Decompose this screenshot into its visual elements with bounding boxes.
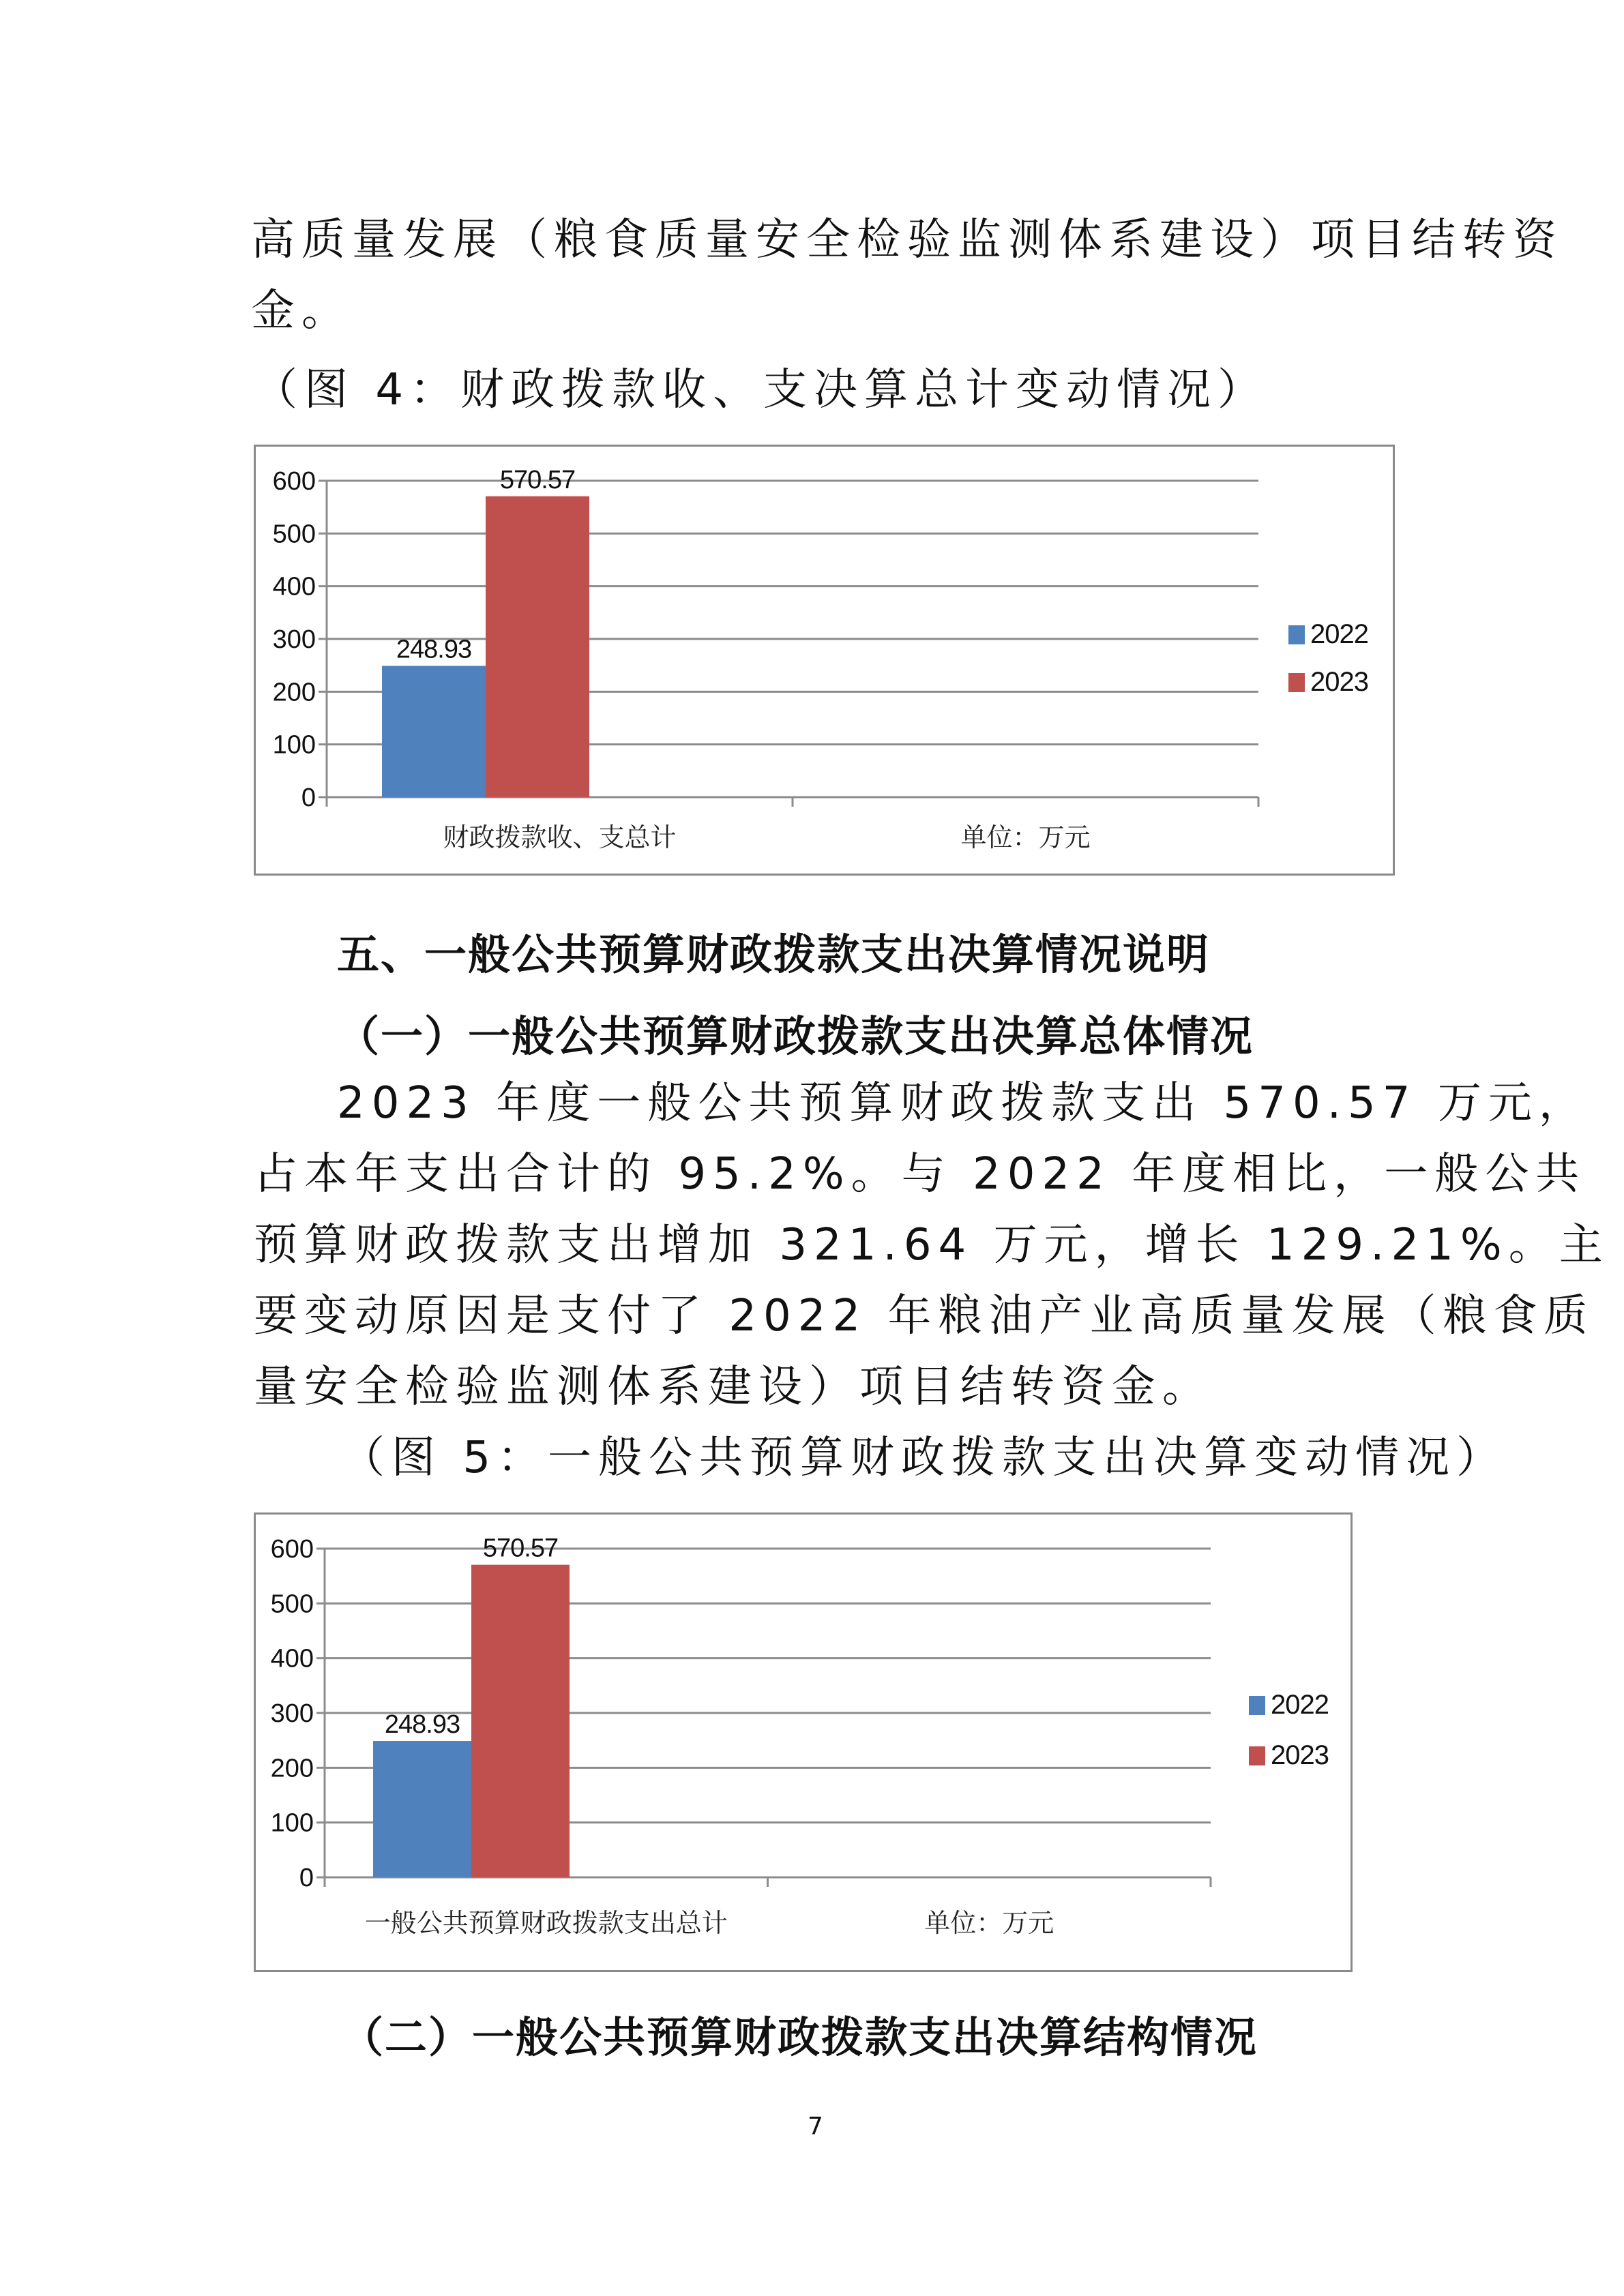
fig5-legend-swatch bbox=[1249, 1746, 1265, 1765]
fig5-ytick-label: 300 bbox=[270, 1699, 314, 1728]
section5-body-line-5: 量安全检验监测体系建设）项目结转资金。 bbox=[254, 1362, 1213, 1412]
fig4-ytick-label: 400 bbox=[272, 572, 316, 601]
fig4-legend-swatch bbox=[1288, 625, 1305, 644]
fig4-chart bbox=[254, 445, 1395, 876]
fig5-data-label: 570.57 bbox=[482, 1534, 559, 1563]
fig4-ytick-label: 100 bbox=[272, 730, 316, 760]
fig5-bar-2023 bbox=[471, 1565, 570, 1877]
fig5-legend-label: 2023 bbox=[1271, 1740, 1329, 1770]
fig4-ytick-label: 0 bbox=[301, 784, 316, 812]
page-number: 7 bbox=[808, 2113, 823, 2141]
fig4-ytick-label: 200 bbox=[272, 678, 316, 707]
fig4-bar-2023 bbox=[486, 496, 589, 797]
fig4-ytick-label: 600 bbox=[272, 467, 316, 496]
fig5-ytick-label: 0 bbox=[299, 1864, 314, 1892]
fig4-legend-swatch bbox=[1288, 673, 1305, 692]
fig4-legend-label: 2022 bbox=[1310, 619, 1368, 649]
fig5-ytick-label: 100 bbox=[270, 1808, 314, 1838]
fig5-caption: （图 5：一般公共预算财政拨款支出决算变动情况） bbox=[341, 1433, 1507, 1483]
fig5-legend-label: 2022 bbox=[1271, 1690, 1329, 1720]
section5-title: 五、一般公共预算财政拨款支出决算情况说明 bbox=[337, 929, 1211, 979]
fig5-category-label: 单位：万元 bbox=[924, 1908, 1054, 1938]
section5-body-line-4: 要变动原因是支付了 2022 年粮油产业高质量发展（粮食质 bbox=[254, 1291, 1595, 1341]
intro-line-2: 金。 bbox=[251, 286, 352, 336]
fig5-ytick-label: 600 bbox=[270, 1535, 314, 1564]
fig5-chart-svg bbox=[256, 1515, 1355, 1974]
fig4-ytick-label: 300 bbox=[272, 625, 316, 654]
fig5-chart bbox=[254, 1512, 1353, 1972]
fig5-legend-swatch bbox=[1249, 1696, 1265, 1715]
fig4-ytick-label: 500 bbox=[272, 520, 316, 549]
fig5-ytick-label: 500 bbox=[270, 1590, 314, 1619]
section5-sub1: （一）一般公共预算财政拨款支出决算总体情况 bbox=[337, 1011, 1254, 1061]
fig5-ytick-label: 200 bbox=[270, 1754, 314, 1783]
section5-body-line-1: 2023 年度一般公共预算财政拨款支出 570.57 万元， bbox=[337, 1078, 1589, 1129]
section5-body-line-3: 预算财政拨款支出增加 321.64 万元，增长 129.21%。主 bbox=[254, 1220, 1610, 1270]
fig4-legend-label: 2023 bbox=[1310, 667, 1368, 697]
fig4-bar-2022 bbox=[382, 666, 486, 797]
fig4-category-label: 财政拨款收、支总计 bbox=[443, 822, 677, 852]
fig5-data-label: 248.93 bbox=[384, 1710, 460, 1740]
fig4-category-label: 单位：万元 bbox=[960, 822, 1091, 852]
fig4-data-label: 248.93 bbox=[396, 635, 472, 664]
section5-body-line-2: 占本年支出合计的 95.2%。与 2022 年度相比，一般公共 bbox=[254, 1149, 1586, 1199]
fig4-chart-svg bbox=[256, 447, 1397, 878]
fig5-category-label: 一般公共预算财政拨款支出总计 bbox=[364, 1908, 728, 1938]
section5-sub2: （二）一般公共预算财政拨款支出决算结构情况 bbox=[341, 2012, 1258, 2062]
intro-line-1: 高质量发展（粮食质量安全检验监测体系建设）项目结转资 bbox=[251, 215, 1563, 265]
fig4-caption: （图 4：财政拨款收、支决算总计变动情况） bbox=[254, 365, 1269, 415]
fig5-ytick-label: 400 bbox=[270, 1644, 314, 1673]
fig5-bar-2022 bbox=[373, 1741, 471, 1877]
fig4-data-label: 570.57 bbox=[499, 465, 576, 494]
